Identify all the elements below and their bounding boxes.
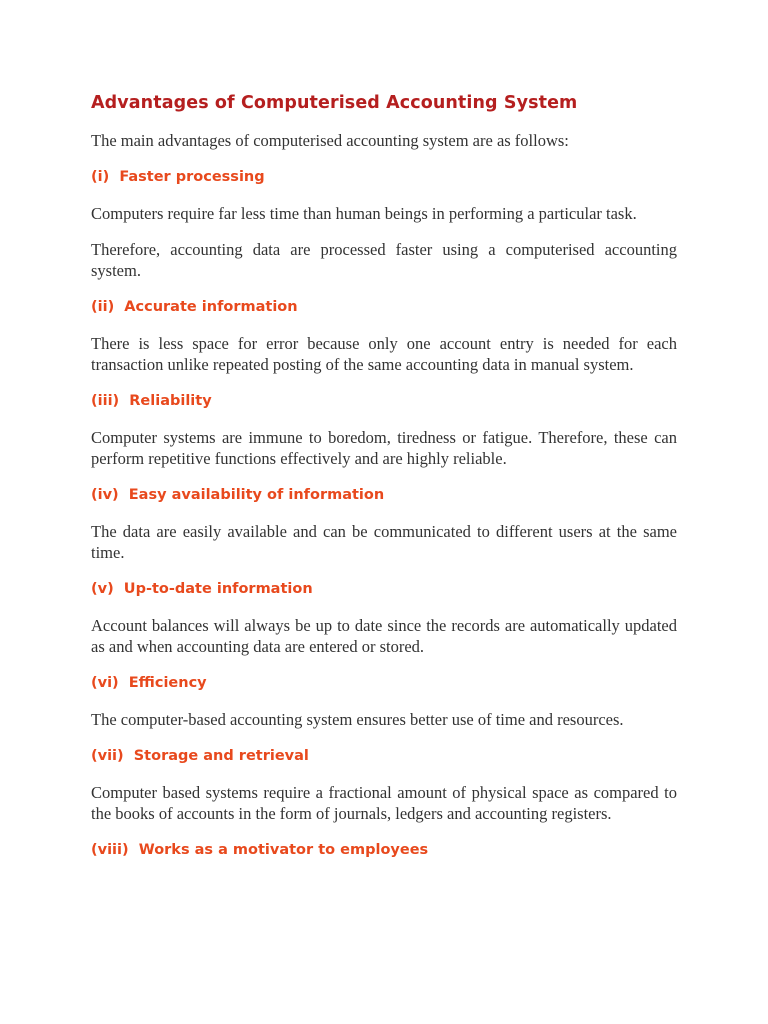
section-heading: (iv) Easy availability of information [91, 487, 385, 503]
section-motivator [91, 840, 677, 860]
section-storage-retrieval [91, 746, 677, 824]
section-heading: (i) Faster processing [91, 169, 265, 185]
body-paragraph: The data are easily available and can be communicated to different users at the same time. [91, 522, 677, 562]
section-heading: (viii) Works as a motivator to employees [91, 842, 429, 858]
section-accurate-information [91, 297, 677, 375]
section-heading: (vi) Efficiency [91, 675, 207, 691]
section-heading: (vii) Storage and retrieval [91, 748, 309, 764]
section-heading: (ii) Accurate information [91, 299, 298, 315]
body-paragraph: Computer based systems require a fractional amount of physical space as compared to the books of accounts in the form of journals, ledgers and accounting registers. [91, 783, 677, 823]
section-reliability [91, 391, 677, 469]
body-paragraph: There is less space for error because only one account entry is needed for each transaction unlike repeated posting of the same accounting data in manual system. [91, 334, 677, 374]
body-paragraph: Account balances will always be up to date since the records are automatically updated as and when accounting data are entered or stored. [91, 616, 677, 656]
section-efficiency [91, 673, 677, 730]
body-paragraph: Therefore, accounting data are processed faster using a computerised accounting system. [91, 240, 677, 280]
section-up-to-date [91, 579, 677, 657]
body-paragraph: The computer-based accounting system ensures better use of time and resources. [91, 710, 624, 729]
section-heading: (iii) Reliability [91, 393, 212, 409]
section-easy-availability [91, 485, 677, 563]
body-paragraph: Computers require far less time than human beings in performing a particular task. [91, 204, 637, 223]
body-paragraph: Computer systems are immune to boredom, tiredness or fatigue. Therefore, these can perform repetitive functions effectively and are highly reliable. [91, 428, 677, 468]
section-heading: (v) Up-to-date information [91, 581, 313, 597]
document-content [91, 92, 677, 860]
intro-paragraph: The main advantages of computerised accounting system are as follows: [91, 131, 569, 150]
document-title: Advantages of Computerised Accounting System [91, 93, 578, 113]
section-faster-processing [91, 167, 677, 281]
